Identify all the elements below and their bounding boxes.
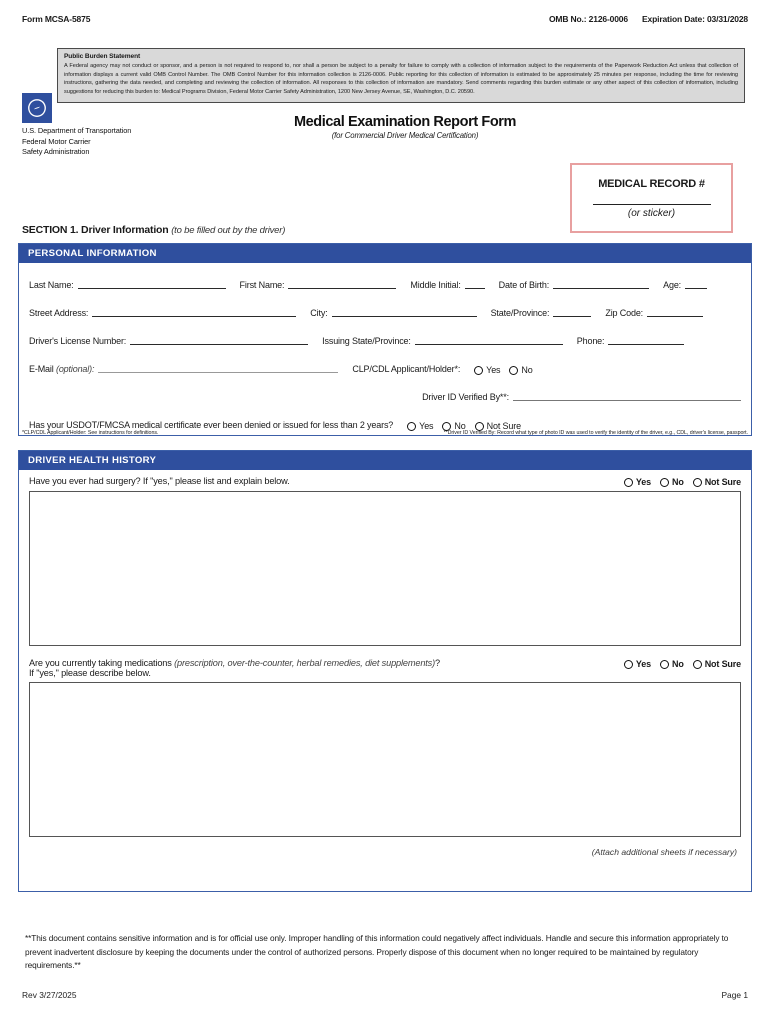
medications-question-line2: If "yes," please describe below. [29, 668, 151, 678]
omb-expiration-date: Expiration Date: 03/31/2028 [641, 14, 748, 24]
agency-line-department: U.S. Department of Transportation [22, 126, 132, 135]
surgery-question-text: Have you ever had surgery? If "yes," please list and explain below. [29, 476, 290, 486]
street-address-label: Street Address: [29, 308, 89, 318]
city-input[interactable] [332, 306, 477, 317]
medications-question-row [29, 652, 741, 682]
surgery-no-option[interactable] [660, 477, 684, 487]
surgery-question-options [624, 476, 741, 487]
state-province-input[interactable] [553, 306, 591, 317]
date-of-birth-input[interactable] [553, 278, 649, 289]
form-number: Form MCSA-5875 [22, 14, 91, 24]
driver-id-verified-label: Driver ID Verified By**: [422, 392, 509, 402]
medications-question-options [624, 658, 741, 669]
sensitive-information-notice: **This document contains sensitive information and is for official use only. Improper handling of this information could negatively affect individuals. Handle and secure this information appropriately to prevent inadvertent disclosure by keeping the documents under the control of authorized persons. Properly dispose of this document when no longer required to be maintained by regulatory requirements.** [25, 933, 729, 971]
medical-record-input[interactable] [593, 204, 711, 205]
medications-notsure-label: Not Sure [704, 659, 741, 669]
clp-cdl-yes-option[interactable] [474, 365, 500, 375]
address-row [29, 291, 741, 319]
radio-icon[interactable] [474, 366, 483, 375]
driver-health-history-body [19, 470, 751, 862]
first-name-label: First Name: [239, 280, 285, 290]
surgery-answer-textarea[interactable] [29, 491, 741, 646]
issuing-state-label: Issuing State/Province: [322, 336, 411, 346]
medications-question-text [29, 658, 440, 678]
name-row [29, 263, 741, 291]
email-label: E-Mail (optional): [29, 364, 95, 374]
clp-cdl-options [474, 365, 532, 375]
clp-cdl-label: CLP/CDL Applicant/Holder*: [352, 364, 461, 374]
medical-record-box [570, 163, 733, 233]
driver-health-history-section [18, 450, 752, 892]
omb-number: OMB No.: 2126-0006 [548, 14, 628, 24]
public-burden-text: A Federal agency may not conduct or sponsor, and a person is not required to respond to, nor shall a person be subject to a penalty for failure to comply with a collection of information subject to the requirements of the Paperwork Reduction Act unless that collection of information displays a current valid OMB Control Number. The OMB Control Number for this information collection is 2126-0006. Public reporting for this collection of information is estimated to be approximately 25 minutes per response, including the time for reviewing instructions, gathering the data needed, and completing and reviewing the collection of information. All responses to this collection of information are mandatory. Send comments regarding this burden estimate or any other aspect of this collection of information, including suggestions for reducing this burden to: Medical Programs Division, Federal Motor Carrier Safety Administration, 1200 New Jersey Avenue, SE, Washington, D.C. 20590. [64, 63, 738, 95]
agency-identity-block [22, 93, 252, 158]
revision-date: Rev 3/27/2025 [22, 990, 77, 1000]
medications-no-option[interactable] [660, 659, 684, 669]
clp-cdl-no-option[interactable] [509, 365, 532, 375]
radio-icon[interactable] [509, 366, 518, 375]
certificate-denied-question: Has your USDOT/FMCSA medical certificate ever been denied or issued for less than 2 years? [29, 420, 394, 430]
form-title-block [255, 114, 555, 140]
license-row [29, 319, 741, 347]
section-1-label: SECTION 1. Driver Information [22, 224, 169, 236]
medications-yes-label: Yes [635, 659, 651, 669]
driver-id-verified-input[interactable] [513, 390, 741, 401]
certificate-denied-notsure-label: Not Sure [486, 421, 521, 431]
state-province-label: State/Province: [490, 308, 550, 318]
form-top-bar [22, 14, 748, 24]
personal-information-header: PERSONAL INFORMATION [19, 244, 751, 263]
medical-record-subtext: (or sticker) [627, 207, 676, 219]
age-input[interactable] [685, 278, 707, 289]
page-number: Page 1 [721, 990, 748, 1000]
surgery-yes-option[interactable] [624, 477, 651, 487]
age-label: Age: [663, 280, 682, 290]
phone-label: Phone: [576, 336, 605, 346]
attach-additional-sheets-note: (Attach additional sheets if necessary) [591, 847, 737, 857]
zip-code-input[interactable] [647, 306, 703, 317]
medications-notsure-option[interactable] [693, 659, 741, 669]
street-address-input[interactable] [92, 306, 296, 317]
radio-icon[interactable] [624, 478, 633, 487]
date-of-birth-label: Date of Birth: [498, 280, 550, 290]
page-subtitle: (for Commercial Driver Medical Certification) [331, 131, 479, 140]
surgery-yes-label: Yes [635, 477, 651, 487]
footnote-clp-cdl: *CLP/CDL Applicant/Holder: See instructions for definitions. [22, 430, 159, 436]
issuing-state-input[interactable] [415, 334, 563, 345]
city-label: City: [310, 308, 328, 318]
email-clp-row [29, 347, 741, 375]
zip-code-label: Zip Code: [605, 308, 644, 318]
dot-triskelion-icon [22, 93, 52, 123]
driver-health-history-header: DRIVER HEALTH HISTORY [19, 451, 751, 470]
agency-line-safety: Safety Administration [22, 147, 90, 157]
section-1-title [22, 224, 285, 236]
medical-record-heading: MEDICAL RECORD # [598, 177, 705, 190]
public-burden-title: Public Burden Statement [64, 53, 141, 60]
medications-no-label: No [671, 659, 684, 669]
radio-icon[interactable] [660, 478, 669, 487]
last-name-label: Last Name: [29, 280, 74, 290]
surgery-notsure-option[interactable] [693, 477, 741, 487]
certificate-denied-no-label: No [454, 421, 466, 431]
clp-cdl-no-label: No [521, 365, 533, 375]
surgery-question-row [29, 470, 741, 491]
first-name-input[interactable] [288, 278, 396, 289]
email-input[interactable] [98, 362, 338, 373]
medications-yes-option[interactable] [624, 659, 651, 669]
personal-information-section [18, 243, 752, 436]
medications-question-part-a: Are you currently taking medications [29, 658, 175, 668]
license-number-label: Driver's License Number: [29, 336, 127, 346]
phone-input[interactable] [608, 334, 684, 345]
middle-initial-input[interactable] [465, 278, 485, 289]
medications-question-part-b: ? [435, 658, 441, 668]
radio-icon[interactable] [660, 660, 669, 669]
page-title: Medical Examination Report Form [293, 114, 517, 130]
surgery-notsure-label: Not Sure [704, 477, 741, 487]
certificate-denied-row [29, 403, 741, 431]
driver-id-verified-row [29, 375, 741, 403]
section-1-note: (to be filled out by the driver) [171, 225, 286, 236]
footnote-driver-id: **Driver ID Verified By: Record what type of photo ID was used to verify the identity of the driver, e.g., CDL, driver's license, passport. [443, 430, 748, 436]
medications-answer-textarea[interactable] [29, 682, 741, 837]
surgery-no-label: No [671, 477, 684, 487]
radio-icon[interactable] [693, 478, 702, 487]
personal-information-body [19, 263, 751, 431]
medications-question-italic: (prescription, over-the-counter, herbal remedies, diet supplements) [174, 658, 436, 668]
page-footer [22, 990, 748, 1000]
radio-icon[interactable] [693, 660, 702, 669]
clp-cdl-yes-label: Yes [486, 365, 501, 375]
agency-line-fmc: Federal Motor Carrier [22, 136, 91, 146]
last-name-input[interactable] [78, 278, 226, 289]
certificate-denied-yes-label: Yes [419, 421, 434, 431]
license-number-input[interactable] [130, 334, 308, 345]
middle-initial-label: Middle Initial: [410, 280, 461, 290]
radio-icon[interactable] [624, 660, 633, 669]
personal-information-footnotes [22, 430, 748, 436]
